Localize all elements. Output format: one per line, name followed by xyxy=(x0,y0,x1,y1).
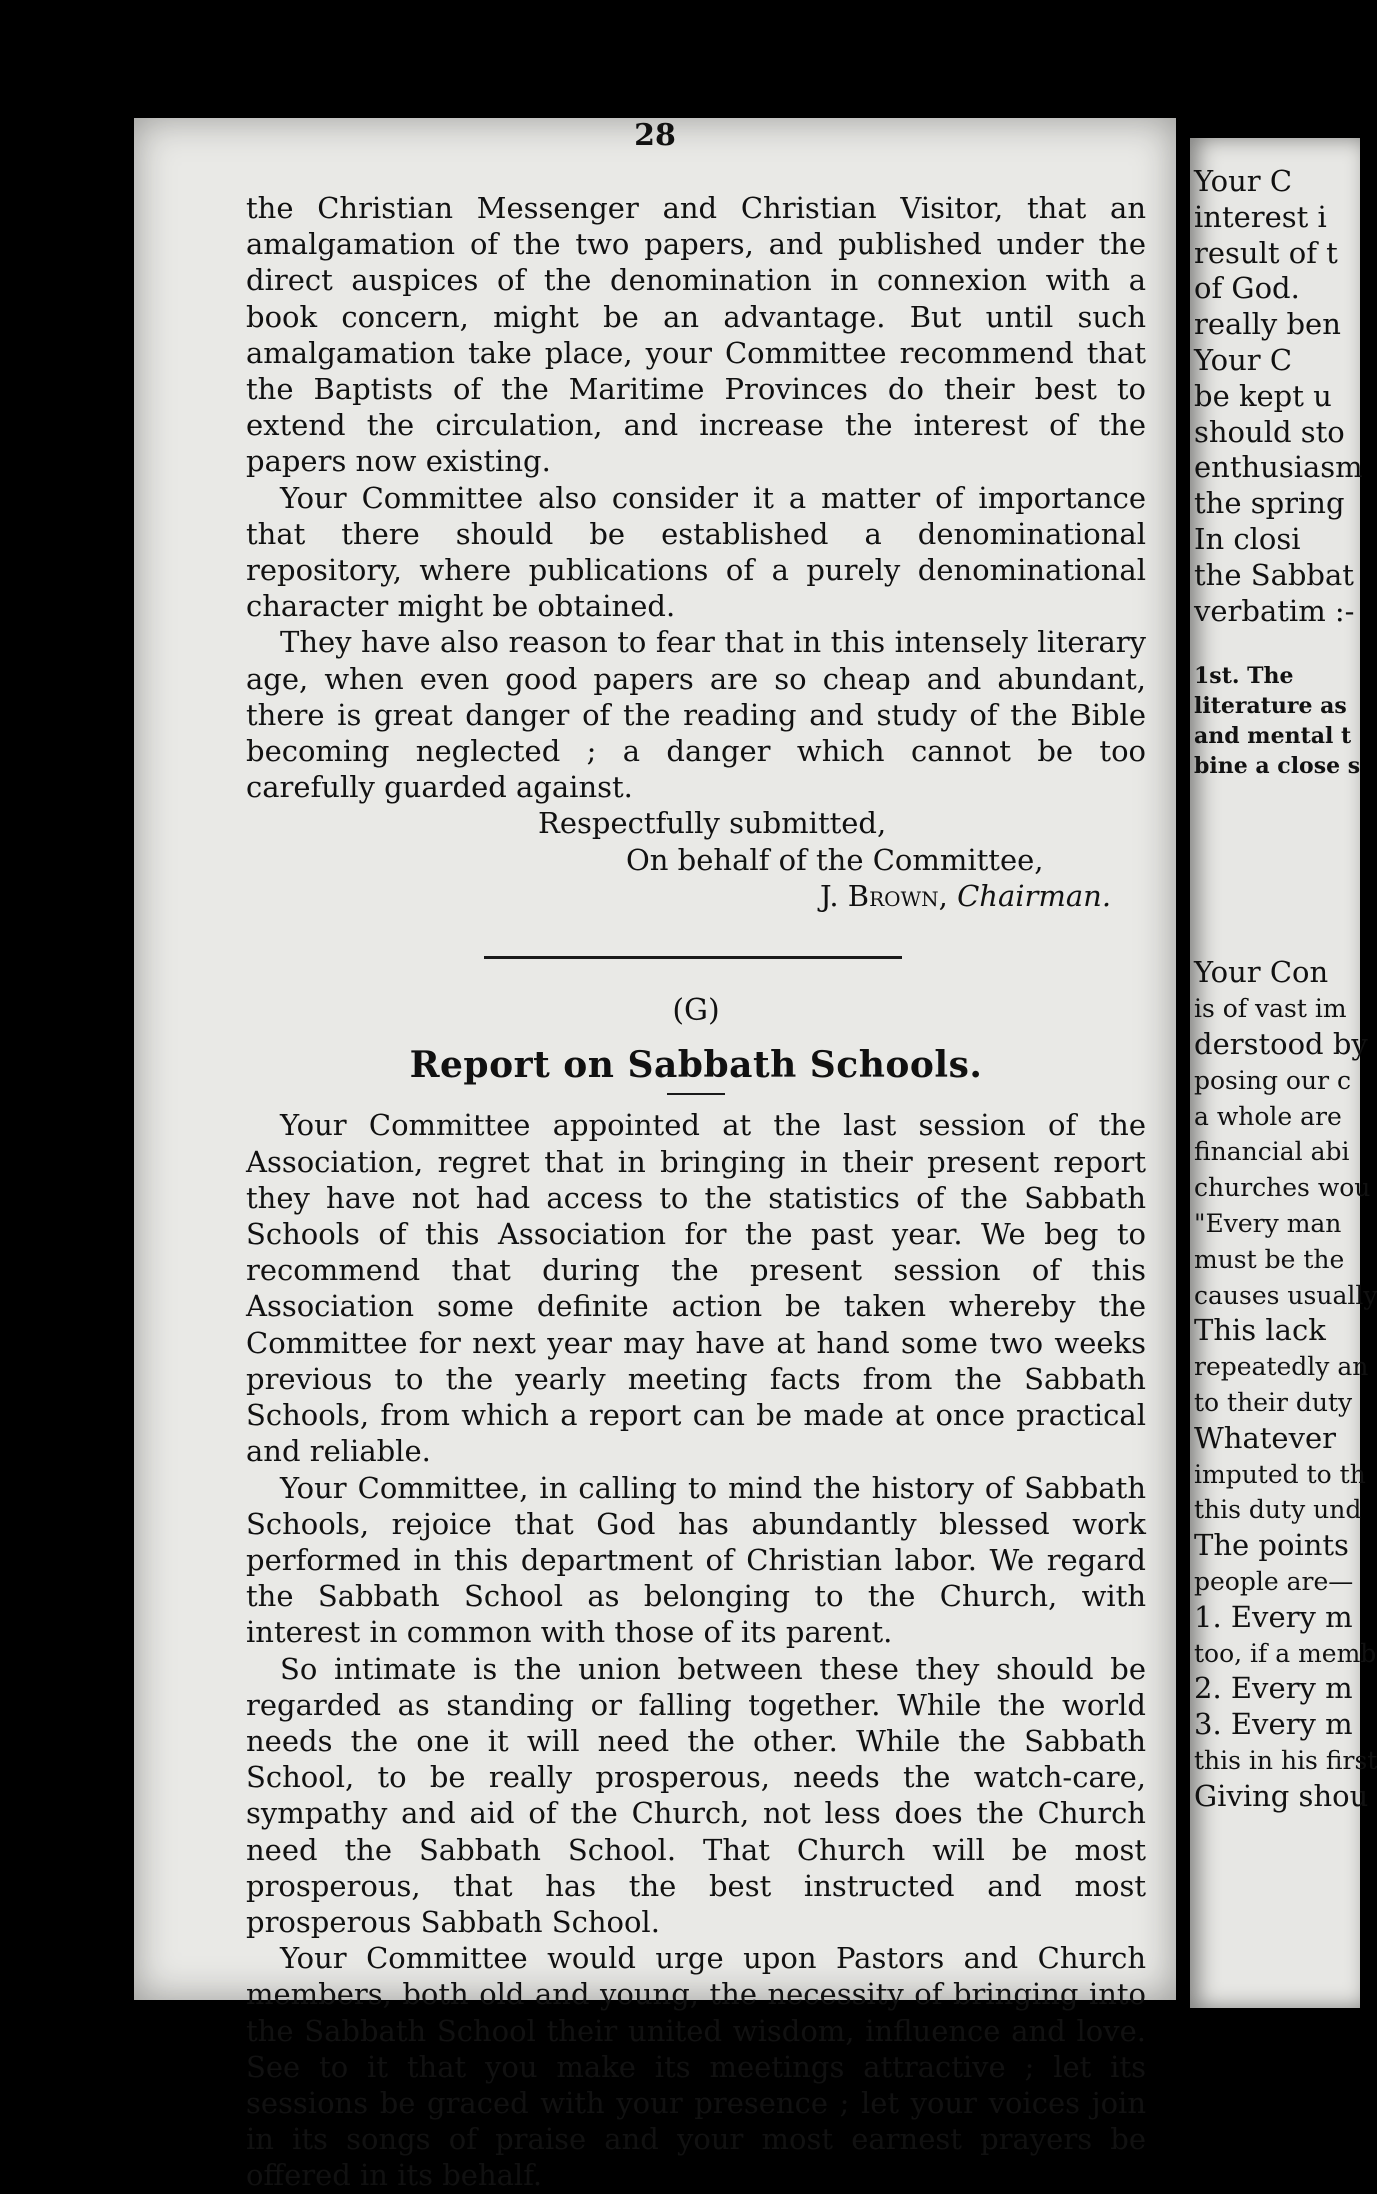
right-line: people are— xyxy=(1194,1566,1354,1596)
right-line: "Every man xyxy=(1194,1208,1342,1238)
right-line: 2. Every m xyxy=(1194,1671,1353,1706)
right-line: imputed to th xyxy=(1194,1459,1366,1489)
signoff-line-1: Respectfully submitted, xyxy=(538,806,887,841)
right-line: 3. Every m xyxy=(1194,1707,1353,1742)
right-line: result of t xyxy=(1194,235,1338,270)
right-page-text xyxy=(1194,164,1377,1814)
right-line: 1. Every m xyxy=(1194,1599,1353,1634)
right-gap xyxy=(1194,629,1360,661)
right-bold-line: and mental t xyxy=(1194,723,1352,750)
right-page xyxy=(1190,138,1377,2008)
left-page xyxy=(134,118,1176,2193)
signoff-title: Chairman. xyxy=(957,878,1112,913)
right-line: a whole are xyxy=(1194,1101,1342,1131)
signoff xyxy=(246,805,1146,914)
paragraph-urge: Your Committee would urge upon Pastors and Church members, both old and young, the necessity of bringing into the Sabbath School their united wisdom, influence and love. See to it that you make its meetings attractive ; let its sessions be graced with your presence ; let your voices join in its songs of praise and your most earnest prayers be offered in its behalf. xyxy=(246,1941,1146,2193)
right-line: the Sabbat xyxy=(1194,557,1354,592)
paragraph-bible-reading: They have also reason to fear that in this intensely literary age, when even good papers are so cheap and abundant, there is great danger of the reading and study of the Bible becoming neglected ; a danger which cannot be too carefully guarded against. xyxy=(246,625,1146,805)
signoff-name: J. Brown, xyxy=(820,878,948,913)
right-bold-line: bine a close s xyxy=(1194,753,1361,780)
signoff-signature xyxy=(246,878,1146,914)
paragraph-statistics: Your Committee appointed at the last session of the Association, regret that in bringing in their present report they have not had access to the statistics of the Sabbath Schools of this Association for the past year. We beg to recommend that during the present session of this Association some definite action be taken whereby the Committee for next year may have at hand some two weeks previous to the yearly meeting facts from the Sabbath Schools, from which a report can be made at once practical and reliable. xyxy=(246,1108,1146,1469)
right-line: of God. xyxy=(1194,271,1300,306)
right-line: Whatever xyxy=(1194,1420,1336,1455)
right-line: too, if a memb xyxy=(1194,1638,1377,1668)
section-divider xyxy=(484,956,902,959)
right-line: this in his first xyxy=(1194,1745,1377,1775)
paragraph-repository: Your Committee also consider it a matter of importance that there should be established a denominational repository, where publications of a purely denominational character might be obtained. xyxy=(246,480,1146,624)
right-line: posing our c xyxy=(1194,1065,1351,1095)
right-bold-line: 1st. The xyxy=(1194,663,1294,690)
right-line: financial abi xyxy=(1194,1137,1350,1167)
right-line: Your C xyxy=(1194,164,1293,198)
right-line: to their duty xyxy=(1194,1387,1353,1417)
right-line: verbatim :- xyxy=(1194,593,1355,628)
right-line: derstood by xyxy=(1194,1026,1368,1061)
right-line: This lack xyxy=(1194,1313,1326,1348)
title-underline xyxy=(667,1093,725,1095)
right-line: repeatedly an xyxy=(1194,1352,1369,1382)
right-line: causes usually xyxy=(1194,1280,1377,1310)
right-line: The points xyxy=(1194,1528,1349,1563)
section-title: Report on Sabbath Schools. xyxy=(409,1044,983,1087)
right-line: really ben xyxy=(1194,307,1341,342)
right-line: the spring xyxy=(1194,486,1345,521)
right-line: must be the xyxy=(1194,1244,1345,1274)
right-bold-line: literature as xyxy=(1194,693,1347,720)
right-line: interest i xyxy=(1194,199,1327,234)
right-line: Your C xyxy=(1194,342,1293,377)
right-line: is of vast im xyxy=(1194,994,1347,1024)
right-line: Giving shou xyxy=(1194,1778,1369,1813)
right-line: Your Con xyxy=(1194,955,1329,990)
right-line: enthusiasm xyxy=(1194,450,1363,485)
right-line: churches wou xyxy=(1194,1173,1371,1203)
right-line: this duty und xyxy=(1194,1495,1362,1525)
right-line: should sto xyxy=(1194,414,1345,449)
section-letter: (G) xyxy=(672,993,720,1029)
signoff-line-2: On behalf of the Committee, xyxy=(626,842,1044,877)
right-line: In closi xyxy=(1194,521,1301,556)
right-line: be kept u xyxy=(1194,378,1332,413)
paragraph-history: Your Committee, in calling to mind the history of Sabbath Schools, rejoice that God has abundantly blessed work performed in this department of Christian labor. We regard the Sabbath School as belonging to the Church, with interest in common with those of its parent. xyxy=(246,1470,1146,1650)
paragraph-union: So intimate is the union between these they should be regarded as standing or falling together. While the world needs the one it will need the other. While the Sabbath School, to be really prosperous, needs the watch-care, sympathy and aid of the Church, not less does the Church need the Sabbath School. That Church will be most prosperous, that has the best instructed and most prosperous Sabbath School. xyxy=(246,1651,1146,1939)
right-gap xyxy=(1194,781,1360,955)
left-page-text xyxy=(246,190,1146,2194)
paragraph-messenger: the Christian Messenger and Christian Visitor, that an amalgamation of the two papers, and published under the direct auspices of the denomination in connexion with a book concern, might be an advantage. But until such amalgamation take place, your Committee recommend that the Baptists of the Maritime Provinces do their best to extend the circulation, and increase the interest of the papers now existing. xyxy=(246,191,1146,479)
page-number: 28 xyxy=(634,118,676,153)
